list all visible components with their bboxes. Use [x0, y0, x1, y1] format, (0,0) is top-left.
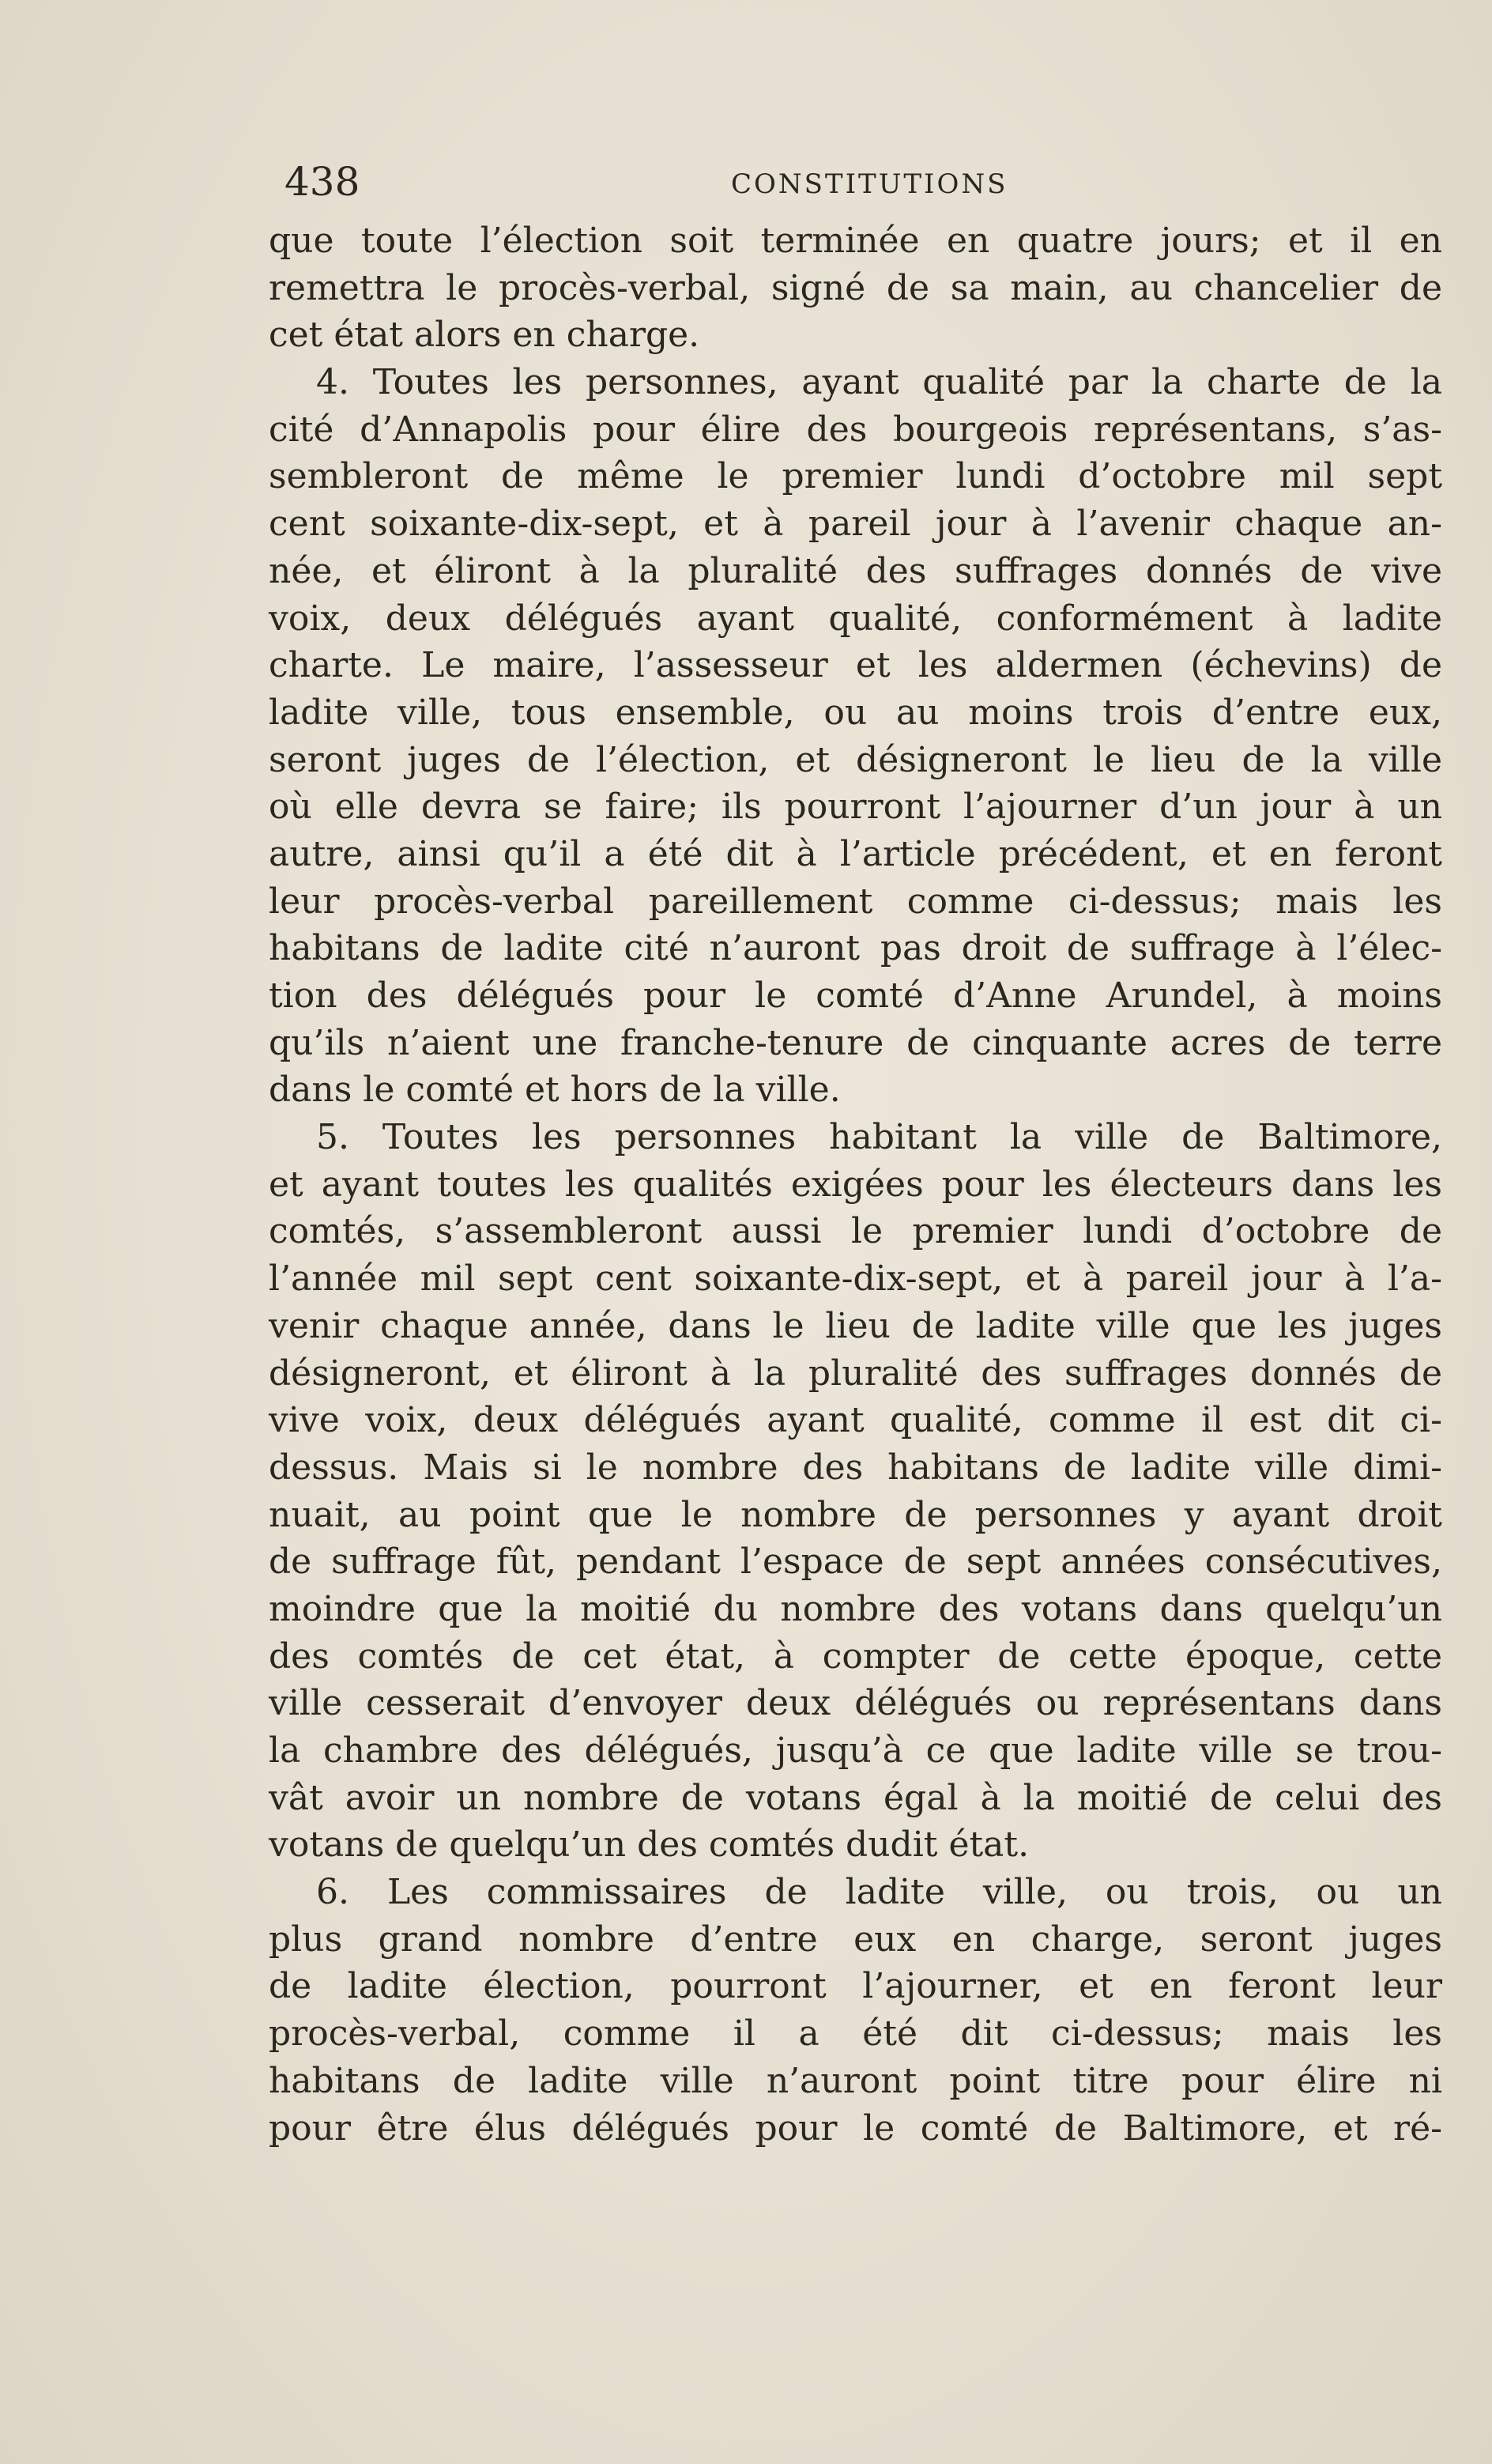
text-line: moindre que la moitié du nombre des votans dans quelqu’un — [269, 1588, 1442, 1629]
text-line: où elle devra se faire; ils pourront l’ajourner d’un jour à un — [269, 787, 1442, 828]
text-line: leur procès-verbal pareillement comme ci-dessus; mais les — [269, 881, 1442, 922]
text-line: des comtés de cet état, à compter de cette époque, cette — [269, 1636, 1442, 1677]
text-line: venir chaque année, dans le lieu de ladite ville que les juges — [269, 1305, 1442, 1346]
text-line: 6. Les commissaires de ladite ville, ou trois, ou un — [316, 1872, 1442, 1913]
running-head — [284, 158, 1438, 206]
page-number: 438 — [284, 159, 360, 205]
text-line: désigneront, et éliront à la pluralité des suffrages donnés de — [269, 1353, 1442, 1394]
text-line: de suffrage fût, pendant l’espace de sept années consécutives, — [269, 1541, 1442, 1583]
text-line: remettra le procès-verbal, signé de sa main, au chancelier de — [269, 267, 1442, 308]
text-line: la chambre des délégués, jusqu’à ce que ladite ville se trou- — [269, 1730, 1442, 1771]
text-line: charte. Le maire, l’assesseur et les aldermen (échevins) de — [269, 645, 1442, 686]
running-title: CONSTITUTIONS — [731, 168, 1008, 200]
text-line: nuait, au point que le nombre de personnes y ayant droit — [269, 1494, 1442, 1535]
text-line: autre, ainsi qu’il a été dit à l’article précédent, et en feront — [269, 833, 1442, 874]
text-line: 4. Toutes les personnes, ayant qualité par la charte de la — [316, 362, 1442, 403]
text-line: vive voix, deux délégués ayant qualité, comme il est dit ci- — [269, 1400, 1442, 1441]
text-line: habitans de ladite cité n’auront pas droit de suffrage à l’élec- — [269, 928, 1442, 969]
text-line: comtés, s’assembleront aussi le premier lundi d’octobre de — [269, 1211, 1442, 1252]
text-line: l’année mil sept cent soixante-dix-sept, et à pareil jour à l’a- — [269, 1258, 1442, 1300]
text-line: ladite ville, tous ensemble, ou au moins trois d’entre eux, — [269, 692, 1442, 733]
text-line: ville cesserait d’envoyer deux délégués ou représentans dans — [269, 1683, 1442, 1724]
text-line: tion des délégués pour le comté d’Anne Arundel, à moins — [269, 975, 1442, 1016]
text-line: 5. Toutes les personnes habitant la ville de Baltimore, — [316, 1117, 1442, 1158]
text-line: cet état alors en charge. — [269, 315, 700, 356]
text-line: cité d’Annapolis pour élire des bourgeois représentans, s’as- — [269, 409, 1442, 450]
text-line: qu’ils n’aient une franche-tenure de cinquante acres de terre — [269, 1022, 1442, 1063]
text-line: cent soixante-dix-sept, et à pareil jour à l’avenir chaque an- — [269, 504, 1442, 545]
text-line: dessus. Mais si le nombre des habitans de ladite ville dimi- — [269, 1447, 1442, 1488]
text-line: de ladite élection, pourront l’ajourner, et en feront leur — [269, 1966, 1442, 2007]
text-line: dans le comté et hors de la ville. — [269, 1070, 841, 1111]
text-line: votans de quelqu’un des comtés dudit état. — [269, 1824, 1030, 1866]
text-line: pour être élus délégués pour le comté de Baltimore, et ré- — [269, 2107, 1442, 2149]
text-line: née, et éliront à la pluralité des suffrages donnés de vive — [269, 550, 1442, 591]
text-line: seront juges de l’élection, et désigneront le lieu de la ville — [269, 739, 1442, 780]
text-line: et ayant toutes les qualités exigées pour les électeurs dans les — [269, 1164, 1442, 1205]
text-line: vât avoir un nombre de votans égal à la moitié de celui des — [269, 1777, 1442, 1818]
text-line: procès-verbal, comme il a été dit ci-dessus; mais les — [269, 2013, 1442, 2055]
text-line: sembleront de même le premier lundi d’octobre mil sept — [269, 456, 1442, 497]
text-line: plus grand nombre d’entre eux en charge, seront juges — [269, 1919, 1442, 1960]
text-line: que toute l’élection soit terminée en quatre jours; et il en — [269, 221, 1442, 261]
text-line: voix, deux délégués ayant qualité, conformément à ladite — [269, 598, 1442, 639]
body-text — [269, 217, 1442, 2152]
text-line: habitans de ladite ville n’auront point titre pour élire ni — [269, 2060, 1442, 2101]
